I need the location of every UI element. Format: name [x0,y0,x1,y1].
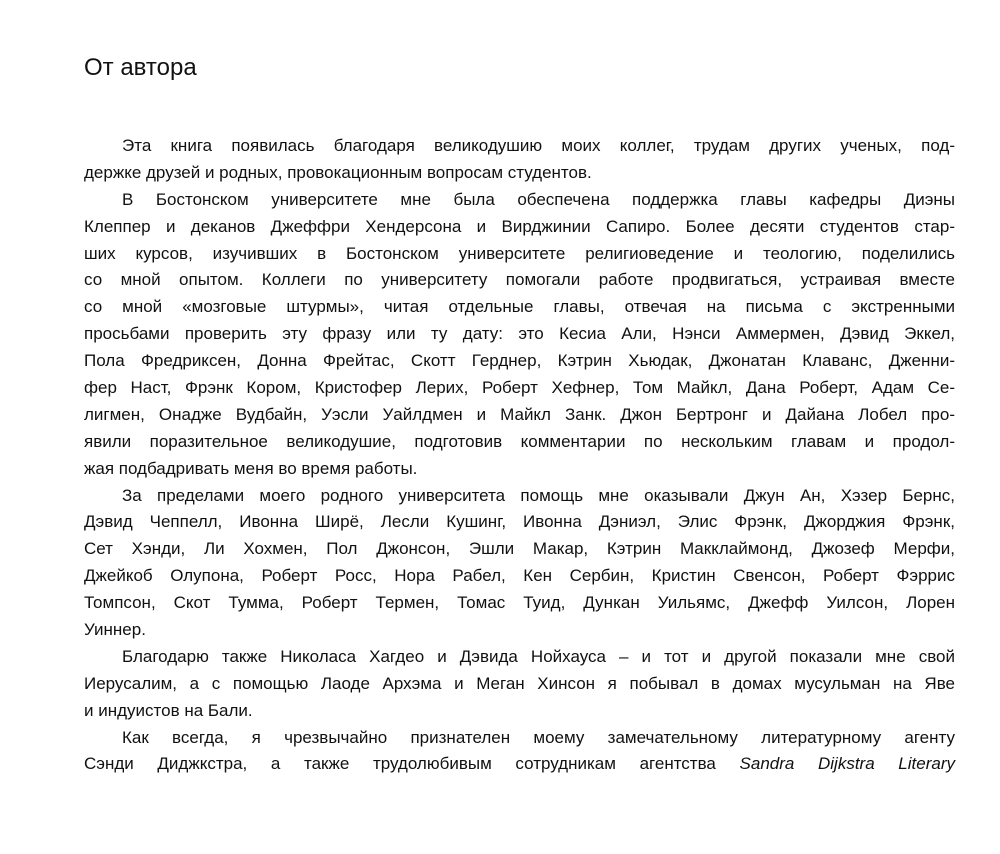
document-body [84,133,955,778]
section-title: От автора [84,54,197,81]
text-line: лигмен, Онадже Вудбайн, Уэсли Уайлдмен и Майкл Занк. Джон Бертронг и Дайана Лобел про- [84,404,955,424]
text-line: Уиннер. [84,620,146,640]
text-line [84,751,955,778]
text-line: Пола Фредриксен, Донна Фрейтас, Скотт Герднер, Кэтрин Хьюдак, Джонатан Клаванс, Дженни- [84,351,955,371]
text-line: жая подбадривать меня во время работы. [84,458,418,478]
text-line: Сет Хэнди, Ли Хохмен, Пол Джонсон, Эшли Макар, Кэтрин Макклаймонд, Джозеф Мерфи, [84,539,955,559]
text-line: фер Наст, Фрэнк Кором, Кристофер Лерих, Роберт Хефнер, Том Майкл, Дана Роберт, Адам Се- [84,378,955,398]
agency-name: Sandra Dijkstra Literary [739,754,955,774]
text-line: В Бостонском университете мне была обеспечена поддержка главы кафедры Диэны [122,189,955,209]
text-line: и индуистов на Бали. [84,700,253,720]
text-line: Клеппер и деканов Джеффри Хендерсона и Вирджинии Сапиро. Более десяти студентов стар- [84,216,955,236]
text-line: Как всегда, я чрезвычайно признателен моему замечательному литературному агенту [122,727,955,747]
paragraph [84,133,955,187]
text-line: со мной опытом. Коллеги по университету помогали работе продвигаться, устраивая вместе [84,270,955,290]
paragraph [84,187,955,483]
text-line: За пределами моего родного университета помощь мне оказывали Джун Ан, Хэзер Бернс, [122,485,955,505]
text-line: явили поразительное великодушие, подготовив комментарии по нескольким главам и продол- [84,431,955,451]
text-line: Эта книга появилась благодаря великодушию моих коллег, трудам других ученых, под- [122,136,955,155]
paragraph [84,483,955,644]
paragraph [84,644,955,725]
text-line: Благодарю также Николаса Хагдео и Дэвида Нойхауса – и тот и другой показали мне свой [122,646,955,666]
paragraph [84,725,955,779]
text-line: держке друзей и родных, провокационным вопросам студентов. [84,162,592,182]
text-line: ших курсов, изучивших в Бостонском университете религиоведение и теологию, поделились [84,243,955,263]
text-line: Дэвид Чеппелл, Ивонна Ширё, Лесли Кушинг, Ивонна Дэниэл, Элис Фрэнк, Джорджия Фрэнк, [84,512,955,532]
text-line: просьбами проверить эту фразу или ту дату: это Кесиа Али, Нэнси Аммермен, Дэвид Эккел, [84,324,955,344]
text-segment: Сэнди Диджкстра, а также трудолюбивым сотрудникам агентства [84,754,740,774]
text-line: Иерусалим, а с помощью Лаоде Архэма и Меган Хинсон я побывал в домах мусульман на Яве [84,673,955,693]
text-line: Томпсон, Скот Тумма, Роберт Термен, Томас Туид, Дункан Уильямс, Джефф Уилсон, Лорен [84,593,955,613]
text-line: со мной «мозговые штурмы», читая отдельные главы, отвечая на письма с экстренными [84,297,955,317]
text-line: Джейкоб Олупона, Роберт Росс, Нора Рабел, Кен Сербин, Кристин Свенсон, Роберт Фэррис [84,566,955,586]
